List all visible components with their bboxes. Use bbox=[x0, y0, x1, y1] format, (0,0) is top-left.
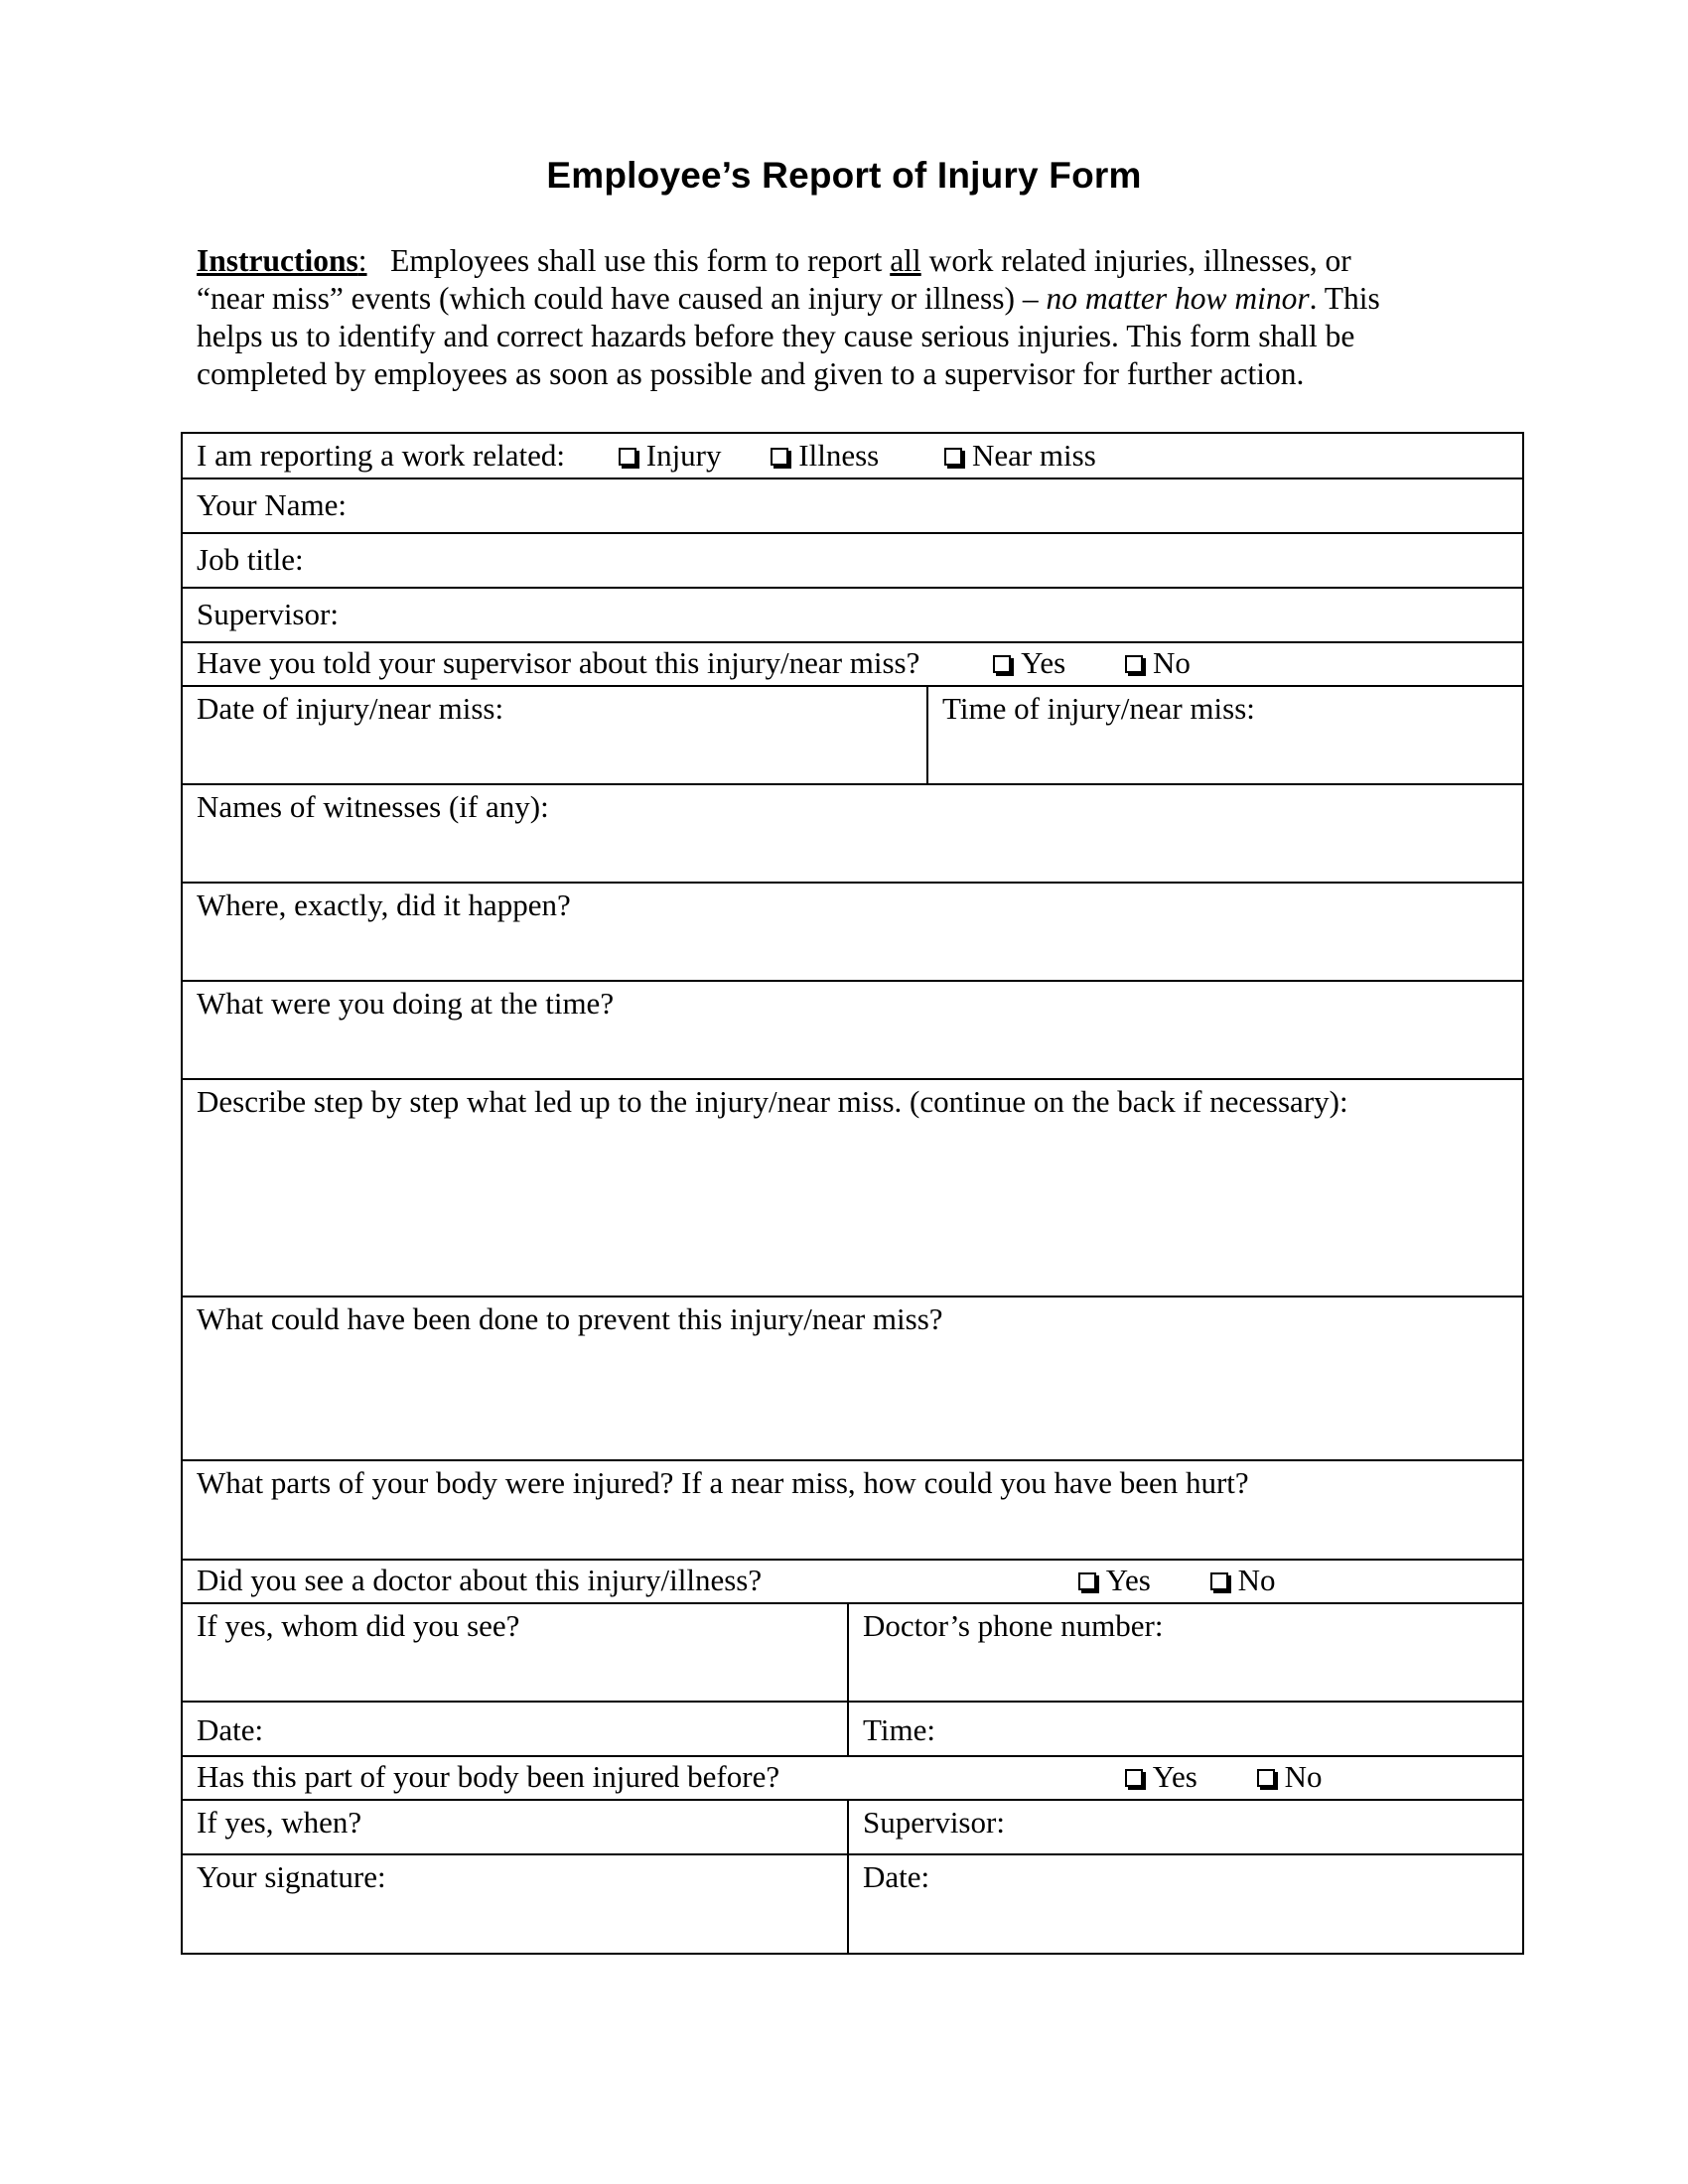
whom-label: If yes, whom did you see? bbox=[197, 1608, 520, 1643]
checkbox-near-miss[interactable] bbox=[944, 448, 962, 466]
prevent-label: What could have been done to prevent this injury/near miss? bbox=[197, 1301, 943, 1336]
doctor-time-field[interactable] bbox=[849, 1703, 1522, 1755]
checkbox-doctor-no[interactable] bbox=[1210, 1572, 1228, 1590]
instructions-line-1: Instructions: Employees shall use this form to report all work related injuries, illnesses, or bbox=[197, 243, 1351, 278]
signature-field[interactable] bbox=[183, 1855, 849, 1953]
instructions-line-2: “near miss” events (which could have caused an injury or illness) – no matter how minor. This bbox=[197, 281, 1380, 316]
when-supervisor-row bbox=[183, 1801, 1522, 1855]
date-time-row bbox=[183, 687, 1522, 785]
injured-before-no[interactable]: No bbox=[1257, 1759, 1323, 1795]
name-row[interactable] bbox=[183, 479, 1522, 534]
checkbox-illness[interactable] bbox=[771, 448, 788, 466]
emphasis-all: all bbox=[890, 243, 921, 278]
instructions-label: Instructions bbox=[197, 243, 358, 278]
doctor-time-label: Time: bbox=[863, 1712, 935, 1747]
describe-row[interactable] bbox=[183, 1080, 1522, 1297]
instructions-line-3: helps us to identify and correct hazards before they cause serious injuries. This form shall be bbox=[197, 319, 1355, 353]
doing-label: What were you doing at the time? bbox=[197, 986, 615, 1021]
doctor-row bbox=[183, 1561, 1522, 1604]
told-supervisor-label: Have you told your supervisor about this injury/near miss? bbox=[197, 645, 920, 680]
signature-row bbox=[183, 1855, 1522, 1953]
whom-phone-row bbox=[183, 1604, 1522, 1703]
page-title: Employee’s Report of Injury Form bbox=[546, 155, 1142, 196]
told-supervisor-yes[interactable]: Yes bbox=[993, 645, 1065, 681]
where-row[interactable] bbox=[183, 884, 1522, 982]
job-title-field-label: Job title: bbox=[197, 542, 304, 577]
prevent-row[interactable] bbox=[183, 1297, 1522, 1461]
option-injury[interactable]: Injury bbox=[619, 438, 722, 474]
doctor-label: Did you see a doctor about this injury/illness? bbox=[197, 1563, 763, 1597]
witnesses-row[interactable] bbox=[183, 785, 1522, 884]
doctor-no[interactable]: No bbox=[1210, 1563, 1276, 1598]
injured-before-yes[interactable]: Yes bbox=[1125, 1759, 1197, 1795]
supervisor-field-label: Supervisor: bbox=[197, 597, 339, 631]
option-near-miss[interactable]: Near miss bbox=[944, 438, 1096, 474]
supervisor-2-field[interactable] bbox=[849, 1801, 1522, 1853]
date-of-injury-field[interactable] bbox=[183, 687, 928, 783]
emphasis-no-matter: no matter how minor bbox=[1046, 281, 1310, 316]
witnesses-label: Names of witnesses (if any): bbox=[197, 789, 549, 824]
time-of-injury-label: Time of injury/near miss: bbox=[942, 691, 1255, 726]
reporting-type-row bbox=[183, 434, 1522, 479]
when-field[interactable] bbox=[183, 1801, 849, 1853]
doctor-date-label: Date: bbox=[197, 1712, 264, 1747]
date-of-injury-label: Date of injury/near miss: bbox=[197, 691, 504, 726]
doing-row[interactable] bbox=[183, 982, 1522, 1080]
whom-field[interactable] bbox=[183, 1604, 849, 1701]
signature-label: Your signature: bbox=[197, 1859, 386, 1894]
doctor-phone-field[interactable] bbox=[849, 1604, 1522, 1701]
checkbox-injured-no[interactable] bbox=[1257, 1769, 1275, 1787]
checkbox-told-yes[interactable] bbox=[993, 655, 1011, 673]
supervisor-row[interactable] bbox=[183, 589, 1522, 643]
where-label: Where, exactly, did it happen? bbox=[197, 887, 571, 922]
checkbox-injury[interactable] bbox=[619, 448, 636, 466]
option-illness[interactable]: Illness bbox=[771, 438, 879, 474]
told-supervisor-no[interactable]: No bbox=[1125, 645, 1191, 681]
doctor-date-field[interactable] bbox=[183, 1703, 849, 1755]
instructions-line-4: completed by employees as soon as possible and given to a supervisor for further action. bbox=[197, 356, 1305, 391]
time-of-injury-field[interactable] bbox=[928, 687, 1522, 783]
checkbox-injured-yes[interactable] bbox=[1125, 1769, 1143, 1787]
date-time-2-row bbox=[183, 1703, 1522, 1757]
checkbox-doctor-yes[interactable] bbox=[1078, 1572, 1096, 1590]
supervisor-2-label: Supervisor: bbox=[863, 1805, 1005, 1840]
body-parts-label: What parts of your body were injured? If a near miss, how could you have been hurt? bbox=[197, 1465, 1249, 1500]
told-supervisor-row bbox=[183, 643, 1522, 687]
when-label: If yes, when? bbox=[197, 1805, 362, 1840]
injured-before-label: Has this part of your body been injured before? bbox=[197, 1759, 780, 1794]
signature-date-field[interactable] bbox=[849, 1855, 1522, 1953]
injured-before-row bbox=[183, 1757, 1522, 1801]
injury-report-form bbox=[181, 432, 1524, 1955]
name-field-label: Your Name: bbox=[197, 487, 347, 522]
describe-label: Describe step by step what led up to the injury/near miss. (continue on the back if necessary): bbox=[197, 1084, 1348, 1119]
reporting-type-label: I am reporting a work related: bbox=[197, 438, 565, 473]
doctor-phone-label: Doctor’s phone number: bbox=[863, 1608, 1164, 1643]
instructions-block bbox=[197, 242, 1487, 393]
job-title-row[interactable] bbox=[183, 534, 1522, 589]
checkbox-told-no[interactable] bbox=[1125, 655, 1143, 673]
signature-date-label: Date: bbox=[863, 1859, 930, 1894]
doctor-yes[interactable]: Yes bbox=[1078, 1563, 1151, 1598]
body-parts-row[interactable] bbox=[183, 1461, 1522, 1561]
